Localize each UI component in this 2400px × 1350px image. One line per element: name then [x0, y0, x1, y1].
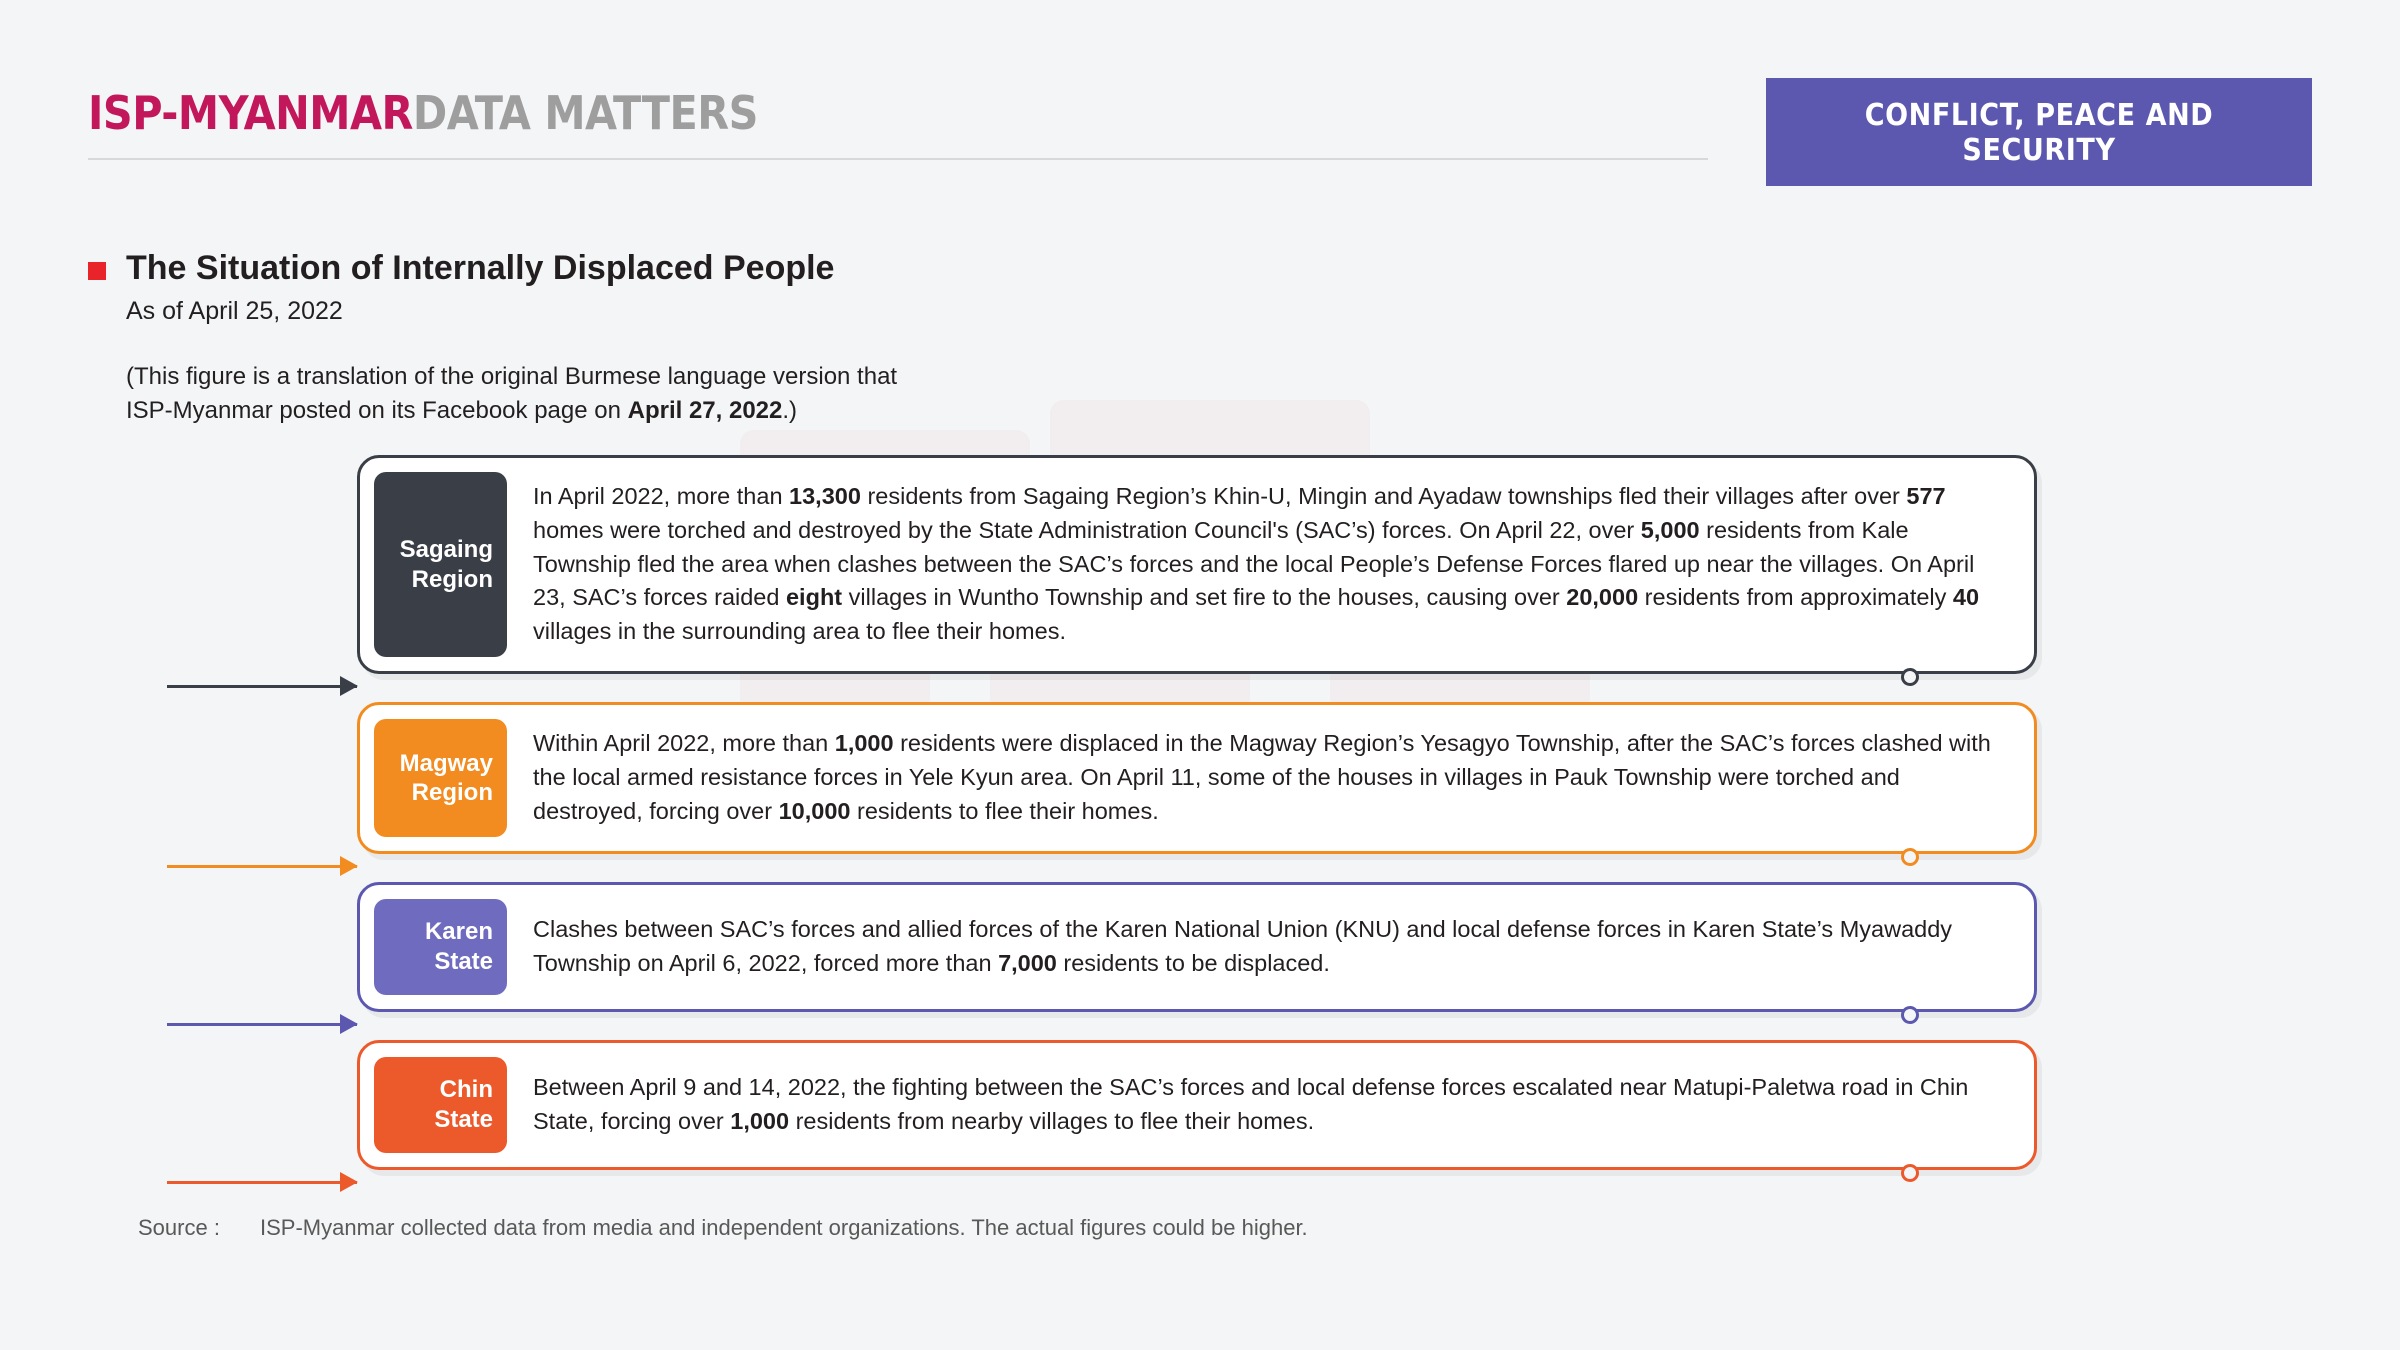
region-card-text: Clashes between SAC’s forces and allied forces of the Karen National Union (KNU) and local defense forces in Karen State’s Myawaddy Township on April 6, 2022, forced more than 7,000 residents to be displaced. — [533, 915, 1953, 976]
title-block — [88, 248, 897, 428]
brand-primary-text: ISP-MYANMAR — [88, 86, 413, 140]
flow-arrow-icon — [167, 865, 357, 868]
region-card-box — [357, 1040, 2037, 1170]
region-label-badge — [374, 472, 507, 657]
source-note — [138, 1215, 1308, 1241]
source-label: Source : — [138, 1215, 220, 1240]
page-subtitle: As of April 25, 2022 — [126, 296, 343, 325]
translation-note-line2-suffix: .) — [782, 396, 798, 424]
region-card-box — [357, 882, 2037, 1012]
flow-arrow-icon — [167, 1181, 357, 1184]
flow-end-dot-icon — [1901, 668, 1919, 686]
region-card — [357, 702, 2037, 853]
flow-end-dot-icon — [1901, 1006, 1919, 1024]
region-label-text: Magway Region — [399, 749, 493, 806]
region-card-text: Between April 9 and 14, 2022, the fighting between the SAC’s forces and local defense forces escalated near Matupi-Paletwa road in Chin State, forcing over 1,000 residents from nearby villages to flee their homes. — [533, 1073, 1969, 1134]
translation-note — [126, 360, 897, 428]
region-card — [357, 455, 2037, 674]
region-card — [357, 1040, 2037, 1170]
region-label-text: Karen State — [424, 918, 493, 975]
region-card-list — [357, 455, 2037, 1198]
region-label-badge — [374, 1057, 507, 1153]
brand-logo — [88, 86, 758, 140]
region-label-text: Sagaing Region — [399, 536, 493, 593]
title-bullet-icon — [88, 262, 106, 280]
header-divider — [88, 158, 1708, 160]
region-card-text: Within April 2022, more than 1,000 residents were displaced in the Magway Region’s Yesagyo Township, after the SAC’s forces clashed with the local armed resistance forces in Yele Kyun area. On April 11, some of the houses in villages in Pauk Township were torched and destroyed, forcing over 10,000 residents to flee their homes. — [533, 730, 1991, 824]
region-label-badge — [374, 899, 507, 995]
page-header — [88, 78, 2312, 168]
flow-end-dot-icon — [1901, 848, 1919, 866]
category-badge: CONFLICT, PEACE AND SECURITY — [1766, 78, 2312, 186]
translation-note-line2-prefix: ISP-Myanmar posted on its Facebook page on — [126, 396, 628, 424]
translation-note-line1: (This figure is a translation of the original Burmese language version that — [126, 362, 898, 390]
region-card-box — [357, 702, 2037, 853]
region-label-badge — [374, 719, 507, 836]
flow-end-dot-icon — [1901, 1164, 1919, 1182]
region-card-box — [357, 455, 2037, 674]
region-label-text: Chin State — [434, 1076, 493, 1133]
flow-arrow-icon — [167, 685, 357, 688]
page-title: The Situation of Internally Displaced People — [126, 249, 835, 287]
region-card-text: In April 2022, more than 13,300 residents from Sagaing Region’s Khin-U, Mingin and Ayadaw townships fled their villages after over 577 homes were torched and destroyed by the State Administration Council's (SAC’s) forces. On April 22, over 5,000 residents from Kale Township fled the area when clashes between the SAC’s forces and the local People’s Defense Forces flared up near the villages. On April 23, SAC’s forces raided eight villages in Wuntho Township and set fire to the houses, causing over 20,000 residents from approximately 40 villages in the surrounding area to flee their homes. — [533, 483, 1980, 645]
flow-arrow-icon — [167, 1023, 357, 1026]
region-card — [357, 882, 2037, 1012]
translation-note-date: April 27, 2022 — [627, 396, 783, 424]
brand-secondary-text: DATA MATTERS — [412, 86, 758, 140]
source-text: ISP-Myanmar collected data from media and independent organizations. The actual figures could be higher. — [260, 1215, 1308, 1240]
